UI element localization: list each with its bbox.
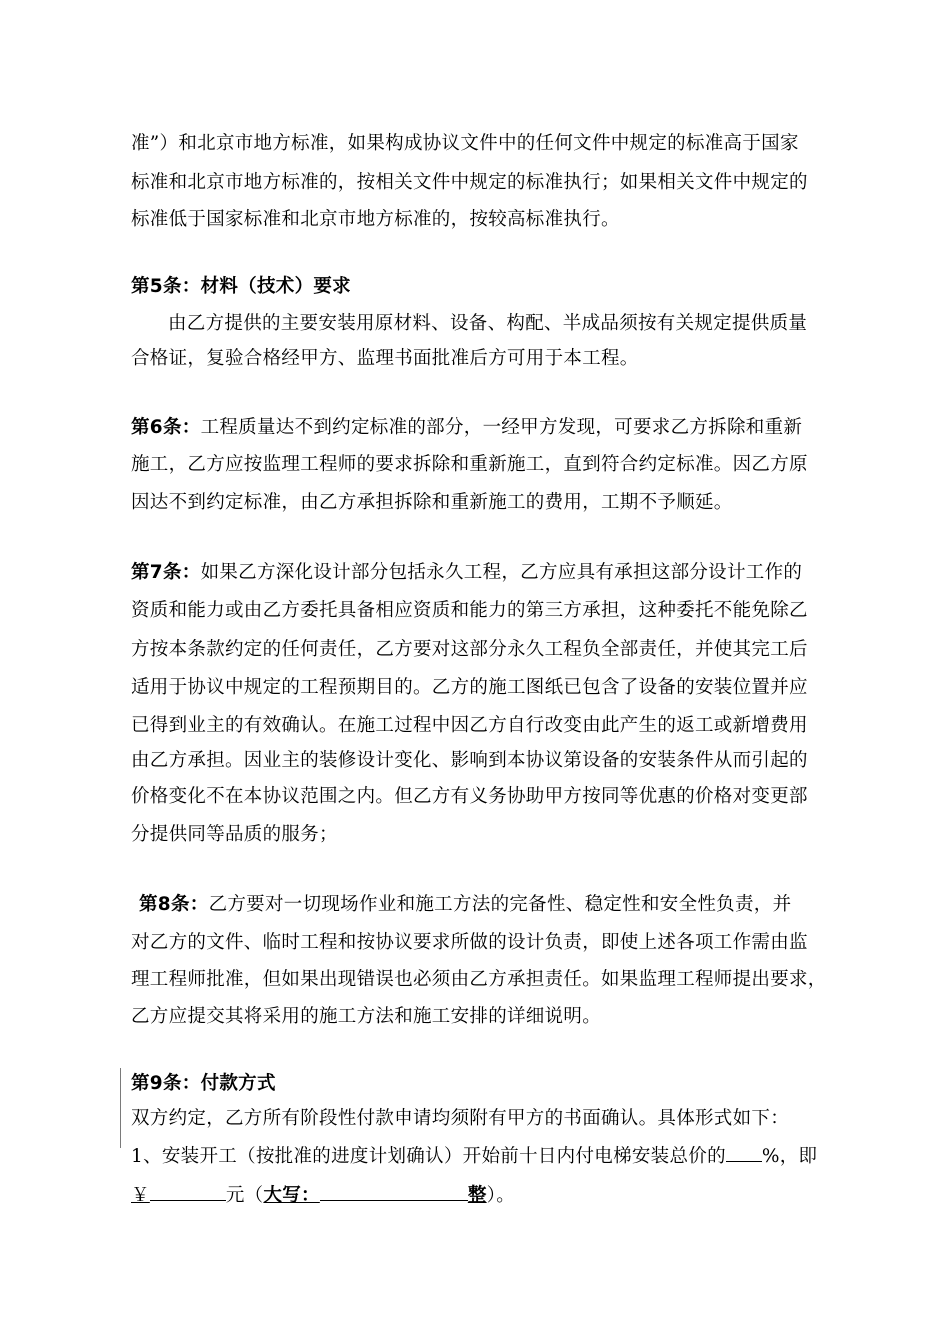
art7-line-5: 已得到业主的有效确认。在施工过程中因乙方自行改变由此产生的返工或新增费用 <box>131 715 808 736</box>
art7-line-2: 资质和能力或由乙方委托具备相应资质和能力的第三方承担，这种委托不能免除乙 <box>131 600 808 621</box>
art7-line-6: 由乙方承担。因业主的装修设计变化、影响到本协议第设备的安装条件从而引起的 <box>131 750 808 771</box>
art7-line-7: 价格变化不在本协议范围之内。但乙方有义务协助甲方按同等优惠的价格对变更部 <box>131 786 808 807</box>
art7-text-1: 如果乙方深化设计部分包括永久工程，乙方应具有承担这部分设计工作的 <box>200 562 803 583</box>
art7-line-3: 方按本条款约定的任何责任，乙方要对这部分永久工程负全部责任，并使其完工后 <box>131 639 808 660</box>
art8-line-1 <box>139 892 791 918</box>
art5-line-1: 由乙方提供的主要安装用原材料、设备、构配、半成品须按有关规定提供质量 <box>168 313 808 334</box>
art6-text-1: 工程质量达不到约定标准的部分，一经甲方发现，可要求乙方拆除和重新 <box>200 417 803 438</box>
art8-line-3: 理工程师批准，但如果出现错误也必须由乙方承担责任。如果监理工程师提出要求， <box>131 969 827 990</box>
art7-line-8: 分提供同等品质的服务； <box>131 824 338 845</box>
art4-line-3: 标准低于国家标准和北京市地方标准的，按较高标准执行。 <box>131 209 620 230</box>
art7-label: 第7条： <box>131 562 201 583</box>
art4-line-1: 准”）和北京市地方标准，如果构成协议文件中的任何文件中规定的标准高于国家 <box>131 133 799 154</box>
change-bar <box>120 1068 121 1148</box>
amount-blank <box>150 1180 226 1201</box>
art8-line-2: 对乙方的文件、临时工程和按协议要求所做的设计负责，即使上述各项工作需由监 <box>131 932 808 953</box>
art4-line-2: 标准和北京市地方标准的，按相关文件中规定的标准执行；如果相关文件中规定的 <box>131 172 808 193</box>
art8-text-1: 乙方要对一切现场作业和施工方法的完备性、稳定性和安全性负责，并 <box>208 894 792 915</box>
art6-line-2: 施工，乙方应按监理工程师的要求拆除和重新施工，直到符合约定标准。因乙方原 <box>131 454 808 475</box>
art7-line-1 <box>131 560 802 586</box>
art9-item-1 <box>131 1141 817 1170</box>
yuan-text: 元（ <box>225 1185 264 1206</box>
art9-item-1-amount <box>131 1180 515 1209</box>
zheng-text: 整 <box>467 1185 487 1206</box>
art9-line-1: 双方约定，乙方所有阶段性付款申请均须附有甲方的书面确认。具体形式如下： <box>131 1108 790 1129</box>
art8-label: 第8条： <box>139 894 209 915</box>
art6-line-1 <box>131 415 802 441</box>
percent-blank <box>726 1141 762 1162</box>
art7-line-4: 适用于协议中规定的工程预期目的。乙方的施工图纸已包含了设备的安装位置并应 <box>131 677 808 698</box>
art8-line-4: 乙方应提交其将采用的施工方法和施工安排的详细说明。 <box>131 1006 602 1027</box>
daxie-label: 大写： <box>263 1185 320 1206</box>
daxie-blank <box>320 1180 468 1201</box>
art5-line-2: 合格证，复验合格经甲方、监理书面批准后方可用于本工程。 <box>131 348 639 369</box>
close-text: ）。 <box>486 1185 515 1206</box>
art5-heading: 第5条：材料（技术）要求 <box>131 276 351 297</box>
art9-heading: 第9条：付款方式 <box>131 1073 276 1094</box>
yen-symbol: ￥ <box>131 1185 150 1206</box>
art9-item-1-pct: %，即 <box>761 1146 818 1167</box>
art6-label: 第6条： <box>131 417 201 438</box>
art9-item-1-text: 1、安装开工（按批准的进度计划确认）开始前十日内付电梯安装总价的 <box>131 1146 726 1167</box>
art6-line-3: 因达不到约定标准，由乙方承担拆除和重新施工的费用，工期不予顺延。 <box>131 492 733 513</box>
